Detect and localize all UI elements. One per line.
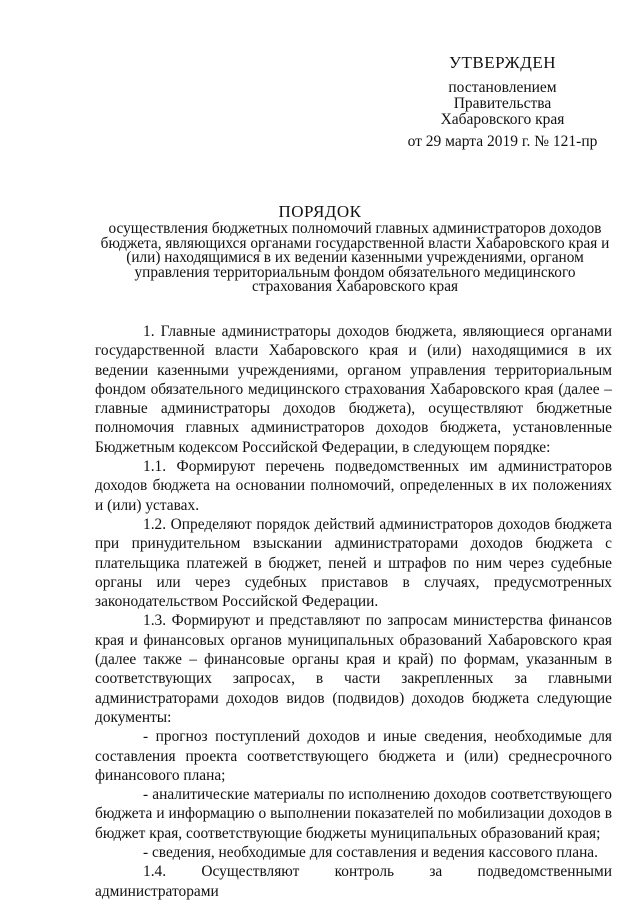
approval-date: от 29 марта 2019 г. № 121-пр xyxy=(407,133,598,150)
paragraph-1-2: 1.2. Определяют порядок действий администраторов доходов бюджета при принудительном взыскании администраторами доходов бюджета с плательщика платежей в бюджет, пеней и штрафов по ним через судебные органы или через судебных приставов в случаях, предусмотренных законодательством Российской Федерации. xyxy=(95,515,612,611)
list-item-cash-plan: - сведения, необходимые для составления и ведения кассового плана. xyxy=(143,844,598,862)
paragraph-1-3: 1.3. Формируют и представляют по запросам министерства финансов края и финансовых органов муниципальных образований Хабаровского края (далее также – финансовые органы края и край) по формам, указанным в соответствующих запросах, в части закрепленных за главными администраторами доходов видов (подвидов) доходов бюджета следующие документы: xyxy=(95,612,612,726)
document-body xyxy=(95,322,612,901)
approval-line-region: Хабаровского края xyxy=(440,111,565,128)
paragraph-1-4: 1.4. Осуществляют контроль за подведомственными администраторами xyxy=(95,863,612,900)
approval-block xyxy=(400,55,605,150)
approval-line-government: Правительства xyxy=(453,95,552,112)
approval-heading: УТВЕРЖДЕН xyxy=(449,53,556,72)
list-item-analytics: - аналитические материалы по исполнению доходов соответствующего бюджета и информацию о выполнении показателей по мобилизации доходов в бюджет края, соответствующие бюджеты муниципальных образований края; xyxy=(95,786,612,842)
approval-line-resolution: постановлением xyxy=(448,79,557,96)
document-title: ПОРЯДОК xyxy=(278,202,362,221)
document-subtitle: осуществления бюджетных полномочий главных администраторов доходов бюджета, являющихся органами государственной власти Хабаровского края и (или) находящимися в их ведении казенными учреждениями, органом управления территориальным фондом обязательного медицинского страхования Хабаровского края xyxy=(100,220,610,295)
paragraph-1-1: 1.1. Формируют перечень подведомственных им администраторов доходов бюджета на основании полномочий, определенных в их положениях и (или) уставах. xyxy=(95,458,612,514)
list-item-forecast: - прогноз поступлений доходов и иные сведения, необходимые для составления проекта соответствующего бюджета и (или) среднесрочного финансового плана; xyxy=(95,728,612,784)
paragraph-1: 1. Главные администраторы доходов бюджета, являющиеся органами государственной власти Хабаровского края и (или) находящимися в их ведении казенными учреждениями, органом управления территориальным фондом обязательного медицинского страхования Хабаровского края (далее – главные администраторы доходов бюджета), осуществляют бюджетные полномочия главных администраторов доходов бюджета, установленные Бюджетным кодексом Российской Федерации, в следующем порядке: xyxy=(95,323,612,456)
